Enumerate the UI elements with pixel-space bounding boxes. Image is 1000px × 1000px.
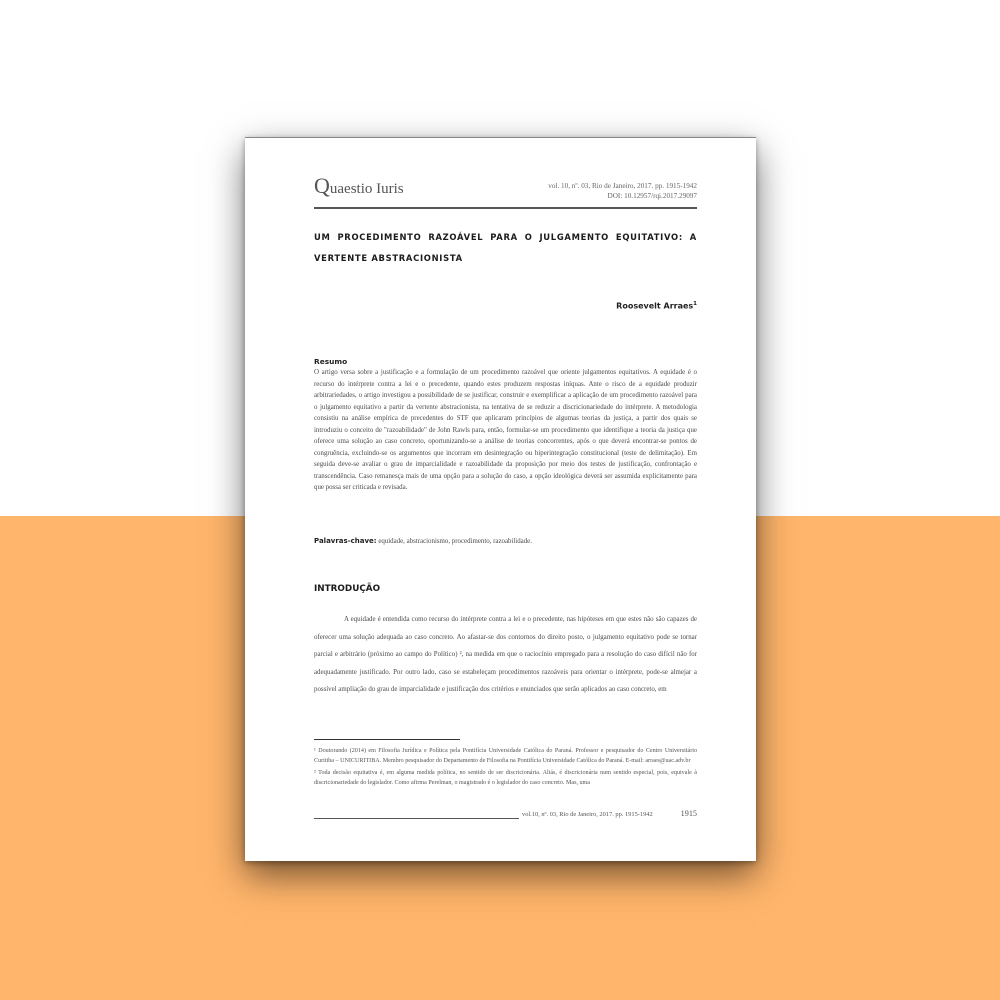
page-top-edge xyxy=(245,137,756,138)
author-footnote-marker: 1 xyxy=(693,301,697,307)
article-author xyxy=(616,301,697,311)
abstract-text: O artigo versa sobre a justificação e a formulação de um procedimento razoável que oriente julgamentos equitativos. A equidade é o recurso do intérprete contra a lei e o precedente, quando estes produzem respostas iníquas. Ante o risco de a equidade produzir arbitrariedades, o artigo investigou a possibilidade de se justificar, construir e exemplificar a aplicação de um procedimento razoável para o julgamento equitativo a partir da vertente abstracionista, na tentativa de se reduzir a discricionariedade do intérprete. A metodologia consistiu na análise empírica de precedentes do STF que aplicaram princípios de algumas teorias da justiça, a partir dos quais se introduziu o conceito de "razoabilidade" de John Rawls para, então, formular-se um procedimento que identifique a teoria da justiça que oferece uma solução ao caso concreto, oportunizando-se a análise de teorias concorrentes, após o que deverá encontrar-se pontos de congruência, excluindo-se os argumentos que incorram em desintegração ou hiperintegração constitucional (teste de delimitação). Em seguida deve-se avaliar o grau de imparcialidade e razoabilidade da proposição por meio dos testes de justificação, confrontação e transcendência. Caso remanesça mais de uma opção para a solução do caso, a opção ideológica deverá ser assumida explicitamente para que possa ser criticada e revisada. xyxy=(314,369,697,492)
footnote-rule xyxy=(314,739,460,740)
header-rule xyxy=(314,207,697,209)
introduction-heading: INTRODUÇÃO xyxy=(314,584,381,594)
journal-logo xyxy=(314,173,404,199)
footnote-2: ² Toda decisão equitativa é, em alguma medida política, no sentido de ser discricionária. Aliás, é discricionária num sentido especial, pois, equivale à discricionariedade do legislador. Como afirma Perelman, o magistrado é o legislador do caso concreto. Mas, uma xyxy=(314,770,697,786)
keywords xyxy=(314,537,697,545)
page-number: 1915 xyxy=(680,809,697,818)
publication-info xyxy=(497,181,697,201)
footnotes xyxy=(314,747,697,791)
footer-citation: vol.10, nº. 03, Rio de Janeiro, 2017. pp. 1915-1942 xyxy=(522,811,653,818)
footnote-1: ¹ Doutorando (2014) em Filosofia Jurídica e Política pela Pontifícia Universidade Católica do Paraná. Professor e pesquisador do Centro Universitário Curitiba – UNICURITIBA. Membro pesquisador do Departamento de Filosofia na Pontifícia Universidade Católica do Paraná. E-mail: arraes@uac.adv.br xyxy=(314,748,697,764)
introduction-text: A equidade é entendida como recurso do intérprete contra a lei e o precedente, nas hipóteses em que estes não são capazes de oferecer uma solução adequada ao caso concreto. Ao afastar-se dos contornos do direito posto, o julgamento equitativo pode se tornar parcial e arbitrário (próximo ao campo do Político) ², na medida em que o raciocínio empregado para a resolução do caso difícil não for adequadamente justificado. Por outro lado, caso se estabeleçam procedimentos razoáveis para orientar o intérprete, pode-se almejar a possível ampliação do grau de imparcialidade e justificação dos critérios e enunciados que serão aplicados ao caso concreto, em xyxy=(314,616,697,694)
keywords-label: Palavras-chave: xyxy=(314,537,377,545)
doi-line: DOI: 10.12957/rqi.2017.29097 xyxy=(607,192,697,200)
document-page xyxy=(245,137,756,861)
author-name: Roosevelt Arraes xyxy=(616,301,694,311)
volume-line: vol. 10, nº. 03, Rio de Janeiro, 2017. pp. 1915-1942 xyxy=(548,182,697,190)
footer-rule xyxy=(314,818,519,819)
journal-logo-initial: Q xyxy=(314,173,330,198)
article-title: UM PROCEDIMENTO RAZOÁVEL PARA O JULGAMENTO EQUITATIVO: A VERTENTE ABSTRACIONISTA xyxy=(314,232,697,263)
journal-logo-rest: uaestio Iuris xyxy=(329,181,404,197)
keywords-text: equidade, abstracionismo, procedimento, razoabilidade. xyxy=(378,538,532,545)
abstract-heading: Resumo xyxy=(314,357,348,366)
